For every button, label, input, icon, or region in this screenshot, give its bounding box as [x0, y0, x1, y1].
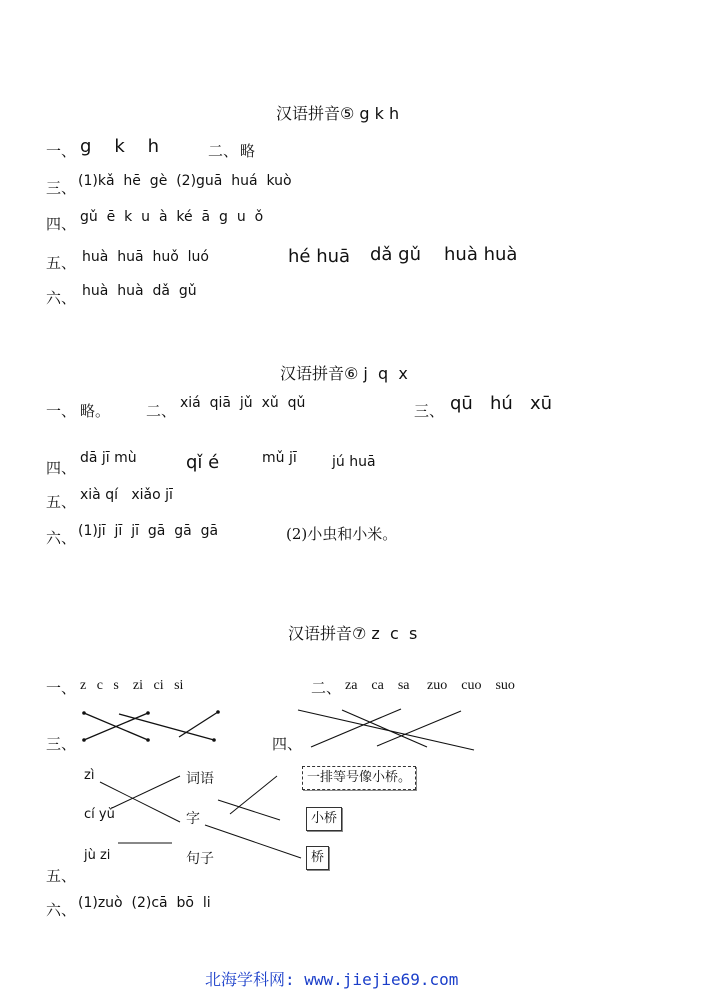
s7-pinyin-ciyu: cí yǔ — [84, 807, 115, 822]
s5-q5-answer-a: huà huā huǒ luó — [82, 249, 209, 265]
s6-q2-answer: xiá qiā jǔ xǔ qǔ — [180, 395, 306, 411]
s5-q3-mark: 三、 — [46, 179, 77, 197]
section-5-title: 汉语拼音⑤ g k h — [276, 104, 400, 123]
s5-q1-mark: 一、 — [46, 142, 77, 160]
s7-q1-mark: 一、 — [46, 679, 77, 697]
s5-q2-answer: 略 — [240, 142, 256, 160]
s6-q4-mark: 四、 — [46, 459, 77, 477]
s5-q6-answer: huà huà dǎ gǔ — [82, 283, 197, 299]
s7-q6-answer: (1)zuò (2)cā bō li — [78, 895, 211, 911]
match-line — [205, 825, 301, 858]
s7-q5-mark: 五、 — [46, 867, 77, 885]
match-line — [112, 776, 180, 808]
section-7-title: 汉语拼音⑦ z c s — [288, 624, 418, 643]
s6-q4-answer-c: mǔ jī — [262, 450, 297, 466]
match-line — [218, 800, 280, 820]
s5-q5-answer-c: dǎ gǔ — [370, 244, 422, 265]
match-line — [119, 714, 214, 740]
match-dot — [82, 711, 86, 715]
s7-word-ciyu: 词语 — [186, 771, 214, 787]
section-6-title: 汉语拼音⑥ j q x — [280, 364, 408, 383]
s6-q2-mark: 二、 — [146, 402, 177, 420]
s6-q4-answer-b: qǐ é — [186, 452, 220, 473]
s7-word-juzi: 句子 — [186, 851, 214, 867]
match-dot — [212, 738, 216, 742]
s5-q1-answer: g k h — [80, 136, 160, 157]
s5-q2-mark: 二、 — [208, 142, 239, 160]
s5-q5-mark: 五、 — [46, 254, 77, 272]
s7-pinyin-juzi: jù zi — [84, 848, 111, 863]
s6-q6-mark: 六、 — [46, 529, 77, 547]
match-dot — [146, 711, 150, 715]
s6-q6-answer-a: (1)jī jī jī gā gā gā — [78, 523, 219, 539]
s5-q6-mark: 六、 — [46, 289, 77, 307]
s7-box-qiao: 桥 — [306, 846, 329, 870]
s7-box-sentence: 一排等号像小桥。 — [302, 766, 416, 790]
s5-q5-answer-b: hé huā — [288, 246, 351, 267]
s7-q1-answer: z c s zi ci si — [80, 678, 184, 693]
s6-q4-answer-a: dā jī mù — [80, 450, 137, 466]
match-dot — [146, 738, 150, 742]
s5-q5-answer-d: huà huà — [444, 244, 518, 265]
s6-q5-answer: xià qí xiǎo jī — [80, 487, 173, 503]
s7-q2-answer: za ca sa zuo cuo suo — [345, 678, 515, 693]
s7-q4-mark: 四、 — [272, 735, 303, 753]
s7-word-zi: 字 — [186, 811, 200, 827]
s6-q4-answer-d: jú huā — [332, 454, 376, 470]
s6-q3-answer: qū hú xū — [450, 393, 553, 414]
s6-q3-mark: 三、 — [414, 402, 445, 420]
match-line — [179, 712, 218, 737]
s6-q1-answer: 略。 — [80, 402, 111, 420]
s5-q3-answer: (1)kǎ hē gè (2)guā huá kuò — [78, 173, 292, 189]
footer-website: 北海学科网: www.jiejie69.com — [205, 970, 459, 989]
s6-q1-mark: 一、 — [46, 402, 77, 420]
s7-box-xiaoqiao: 小桥 — [306, 807, 342, 831]
match-line — [230, 776, 277, 814]
s7-q2-mark: 二、 — [311, 679, 342, 697]
match-dot — [216, 710, 220, 714]
match-dot — [82, 738, 86, 742]
s6-q5-mark: 五、 — [46, 493, 77, 511]
s7-q3-mark: 三、 — [46, 735, 77, 753]
s7-q6-mark: 六、 — [46, 901, 77, 919]
s5-q4-answer: gǔ ē k u à ké ā g u ǒ — [80, 209, 264, 225]
s7-pinyin-zi: zì — [84, 768, 95, 783]
match-line — [377, 711, 461, 746]
s5-q4-mark: 四、 — [46, 215, 77, 233]
s6-q6-answer-b: (2)小虫和小米。 — [286, 525, 398, 543]
